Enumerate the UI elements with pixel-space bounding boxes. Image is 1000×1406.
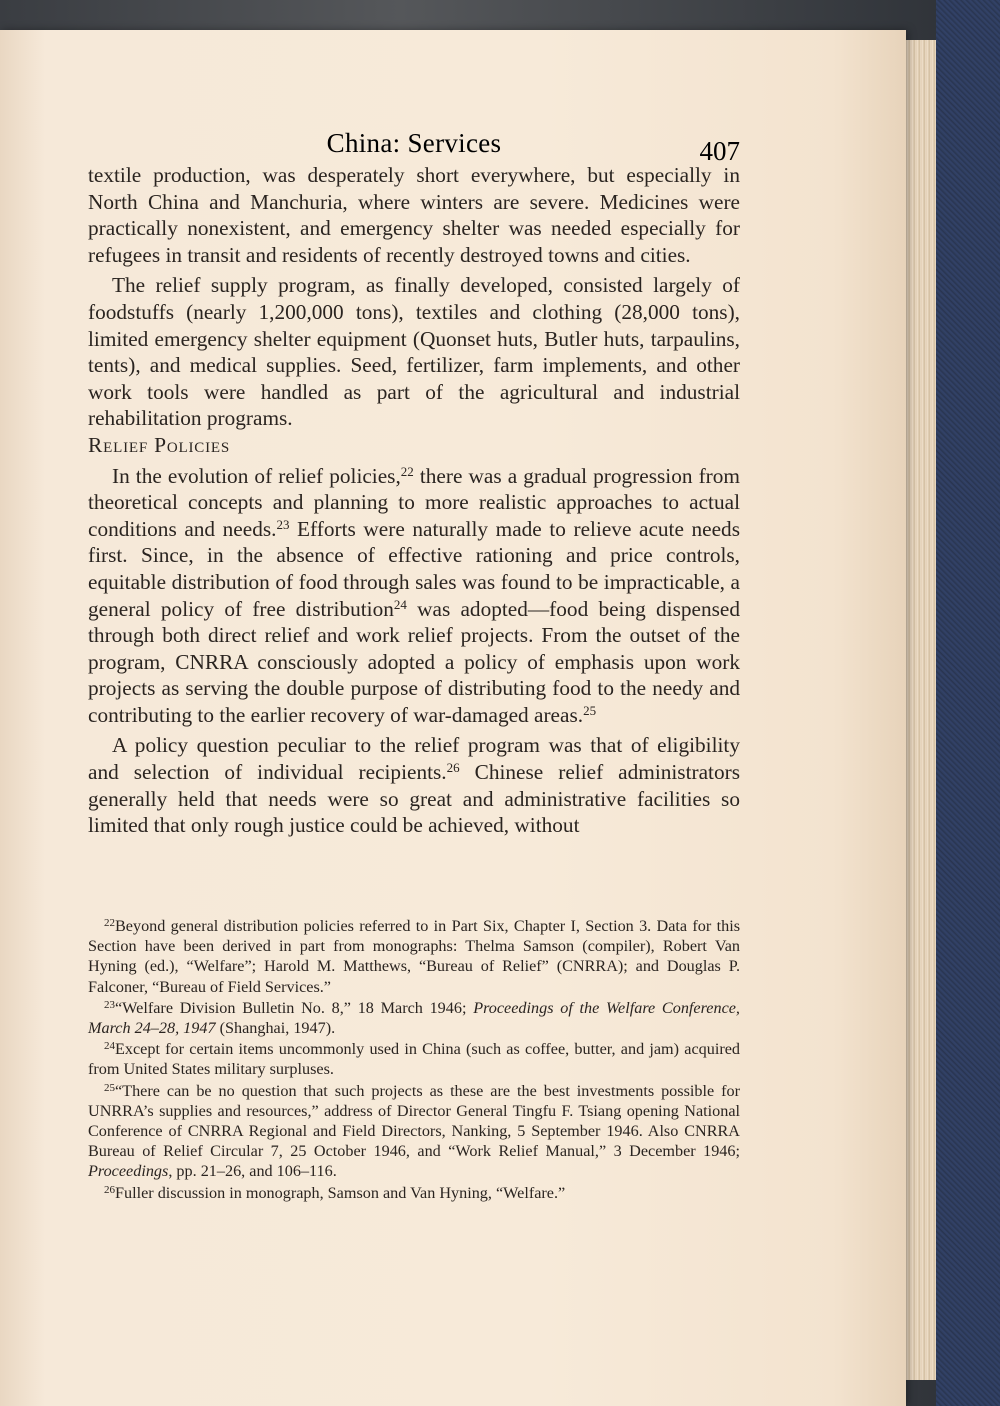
paragraph-3-part-1: In the evolution of relief policies, [112, 463, 401, 488]
footnote-ref-24: 24 [393, 596, 407, 612]
footnote-25-text-a: “There can be no question that such projects as these are the best investments possible for UNRRA’s supplies and resources,” address of Director General Tingfu F. Tsiang opening National Conference of CNRRA Regional and Field Directors, Nanking, 5 September 1946. Also CNRRA Bureau of Relief Circular 7, 25 October 1946, and “Work Relief Manual,” 3 December 1946; [88, 1081, 740, 1161]
footnote-25-number: 25 [104, 1081, 115, 1094]
page-edges [906, 40, 936, 1380]
paragraph-2: The relief supply program, as finally developed, consisted largely of foodstuffs (nearly 1,200,000 tons), textiles and clothing (28,000 tons), limited emergency shelter equipment (Quonset huts, Butler huts, tarpaulins, tents), and medical supplies. Seed, fertilizer, farm implements, and other work tools were handled as part of the agricultural and industrial rehabilitation programs. [88, 273, 740, 431]
footnote-25-text-b: , pp. 21–26, and 106–116. [168, 1162, 337, 1181]
footnote-ref-25: 25 [583, 702, 597, 718]
paragraph-3-part-2: there was a gradual progression from theoretical concepts and planning to more realistic approaches to actual conditions and needs. [88, 463, 740, 541]
footnotes [88, 916, 740, 1204]
footnote-23 [88, 998, 740, 1038]
footnote-26-text: Fuller discussion in monograph, Samson and Van Hyning, “Welfare.” [115, 1183, 566, 1202]
footnote-23-number: 23 [104, 998, 115, 1011]
page-number: 407 [699, 136, 740, 166]
footnote-ref-26: 26 [446, 760, 460, 776]
section-heading: Relief Policies [88, 432, 230, 457]
footnote-25 [88, 1081, 740, 1182]
paragraph-4 [88, 732, 740, 838]
paragraph-1: textile production, was desperately short everywhere, but especially in North China and Manchuria, where winters are severe. Medicines were practically nonexistent, and emergency shelter was needed especially for refugees in transit and residents of recently destroyed towns and cities. [88, 163, 740, 267]
book-cover-edge [936, 0, 1000, 1406]
footnote-24-text: Except for certain items uncommonly used in China (such as coffee, butter, and jam) acquired from United States military surpluses. [88, 1040, 740, 1079]
footnote-22-number: 22 [104, 917, 115, 929]
footnote-24-number: 24 [104, 1040, 115, 1053]
footnote-23-text-b: (Shanghai, 1947). [215, 1019, 336, 1038]
paragraph-3-part-3: Efforts were naturally made to relieve acute needs first. Since, in the absence of effective rationing and price controls, equitable distribution of food through sales was found to be impracticable, a general policy of free distribution [88, 516, 740, 621]
footnote-ref-23: 23 [276, 516, 290, 532]
footnote-26 [88, 1183, 740, 1203]
paragraph-4-part-2: Chinese relief administrators generally held that needs were so great and administrative facilities so limited that only rough justice could be achieved, without [88, 760, 741, 838]
footnote-22-text: Beyond general distribution policies referred to in Part Six, Chapter I, Section 3. Data for this Section have been derived in part from monographs: Thelma Samson (compiler), Robert Van Hyning (ed.), “Welfare”; Harold M. Matthews, “Bureau of Relief” (CNRRA); and Douglas P. Falconer, “Bureau of Field Services.” [88, 917, 740, 996]
paragraph-4-part-1: A policy question peculiar to the relief program was that of eligibility and selection of individual recipients. [88, 733, 740, 785]
footnote-22 [88, 916, 740, 997]
paragraph-3 [88, 463, 740, 729]
footnote-23-text-a: “Welfare Division Bulletin No. 8,” 18 March 1946; [115, 998, 474, 1017]
running-title: China: Services [326, 128, 502, 158]
body-text [88, 162, 740, 839]
footnote-26-number: 26 [104, 1183, 115, 1196]
footnote-25-title: Proceedings [88, 1162, 169, 1181]
footnote-23-title: Proceedings of the Welfare Conference, March 24–28, 1947 [88, 998, 740, 1038]
paragraph-3-part-4: was adopted—food being dispensed through both direct relief and work relief projects. From the outset of the program, CNRRA consciously adopted a policy of emphasis upon work projects as serving the double purpose of distributing food to the needy and contributing to the earlier recovery of war-damaged areas. [88, 596, 740, 727]
footnote-24 [88, 1039, 740, 1079]
footnote-ref-22: 22 [400, 463, 414, 479]
